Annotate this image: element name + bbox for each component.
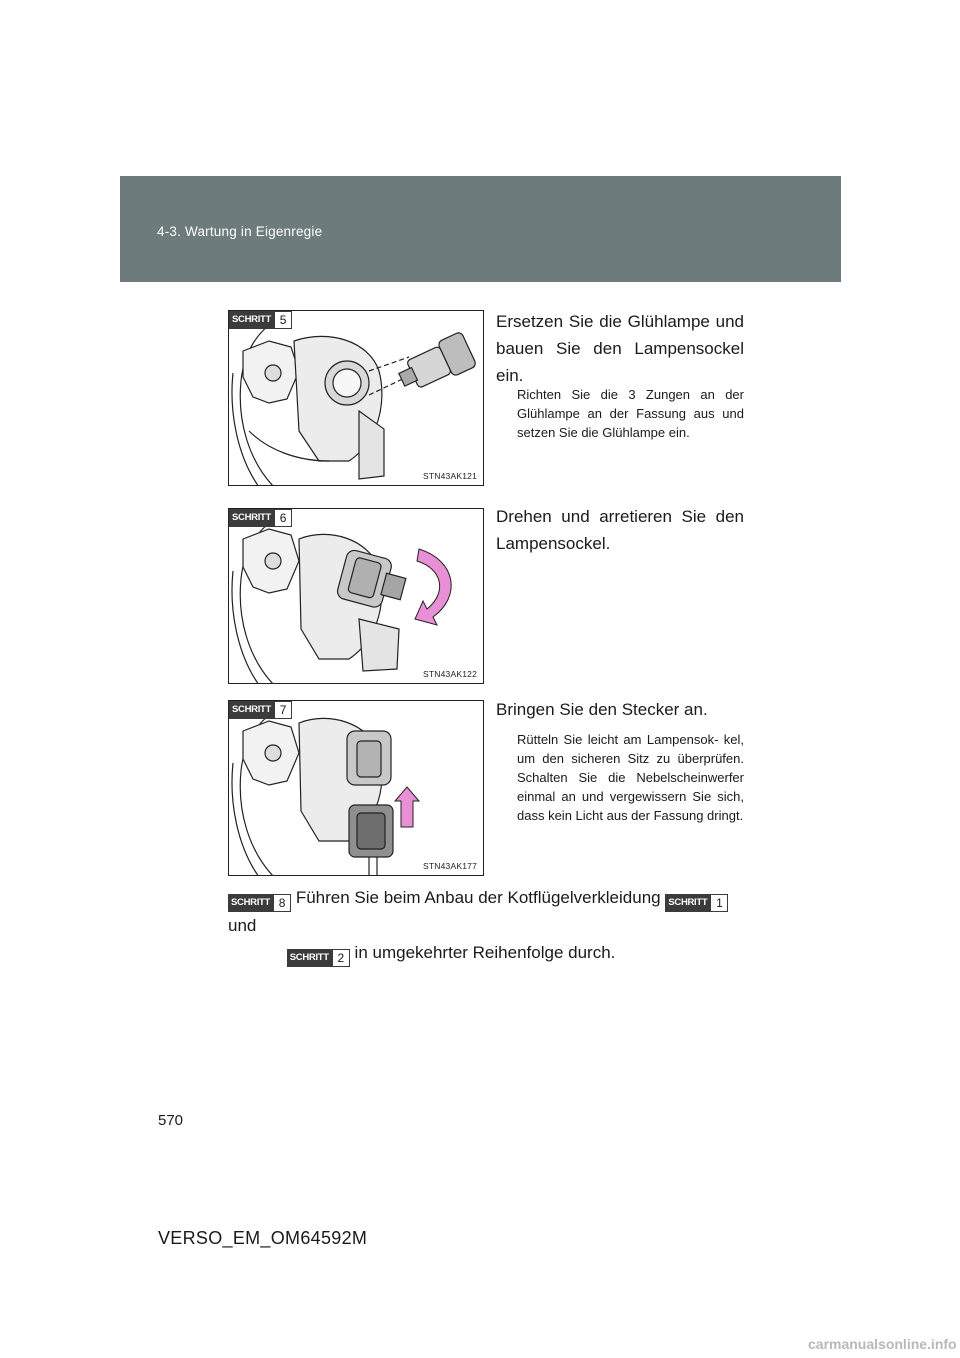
fog-lamp-illustration-step-7 [229, 701, 484, 876]
step-ref-1: SCHRITT 1 [665, 894, 728, 912]
figure-step-6 [228, 508, 484, 684]
step-8-text-part2: und [228, 916, 257, 935]
step-badge-5: SCHRITT 5 [229, 311, 292, 329]
figure-step-7 [228, 700, 484, 876]
step-6-title: Drehen und arretieren Sie den Lampensockel. [496, 507, 744, 553]
figure-code: STN43AK121 [423, 471, 477, 481]
rotate-arrow-icon [415, 549, 451, 625]
step-5-title: Ersetzen Sie die Glühlampe und bauen Sie den Lampensockel ein. [496, 312, 744, 385]
step-badge-6: SCHRITT 6 [229, 509, 292, 527]
watermark: carmanualsonline.info [808, 1336, 957, 1352]
fog-lamp-illustration-step-5 [229, 311, 484, 486]
step-5-note: Richten Sie die 3 Zungen an der Glühlampe an der Fassung aus und setzen Sie die Glühlampe ein. [517, 387, 744, 440]
figure-code: STN43AK177 [423, 861, 477, 871]
page-number: 570 [158, 1112, 184, 1129]
step-ref-2: SCHRITT 2 [287, 949, 350, 967]
step-badge-8: SCHRITT 8 [228, 894, 291, 912]
step-7-title: Bringen Sie den Stecker an. [496, 700, 708, 719]
push-arrow-icon [395, 787, 419, 827]
document-code: VERSO_EM_OM64592M [158, 1228, 368, 1248]
step-8-text-part1: Führen Sie beim Anbau der Kotflügelverkleidung [295, 888, 661, 907]
step-8-text-part3: in umgekehrter Reihenfolge durch. [354, 943, 616, 962]
header-band [120, 176, 841, 282]
figure-step-5 [228, 310, 484, 486]
fog-lamp-illustration-step-6 [229, 509, 484, 684]
step-7-note: Rütteln Sie leicht am Lampensok- kel, um den sicheren Sitz zu überprüfen. Schalten Sie die Nebelscheinwerfer einmal an und vergewissern Sie sich, dass kein Licht aus der Fassung dringt. [517, 732, 744, 823]
step-8-paragraph [228, 884, 744, 967]
step-badge-7: SCHRITT 7 [229, 701, 292, 719]
section-title: 4-3. Wartung in Eigenregie [157, 224, 323, 239]
figure-code: STN43AK122 [423, 669, 477, 679]
